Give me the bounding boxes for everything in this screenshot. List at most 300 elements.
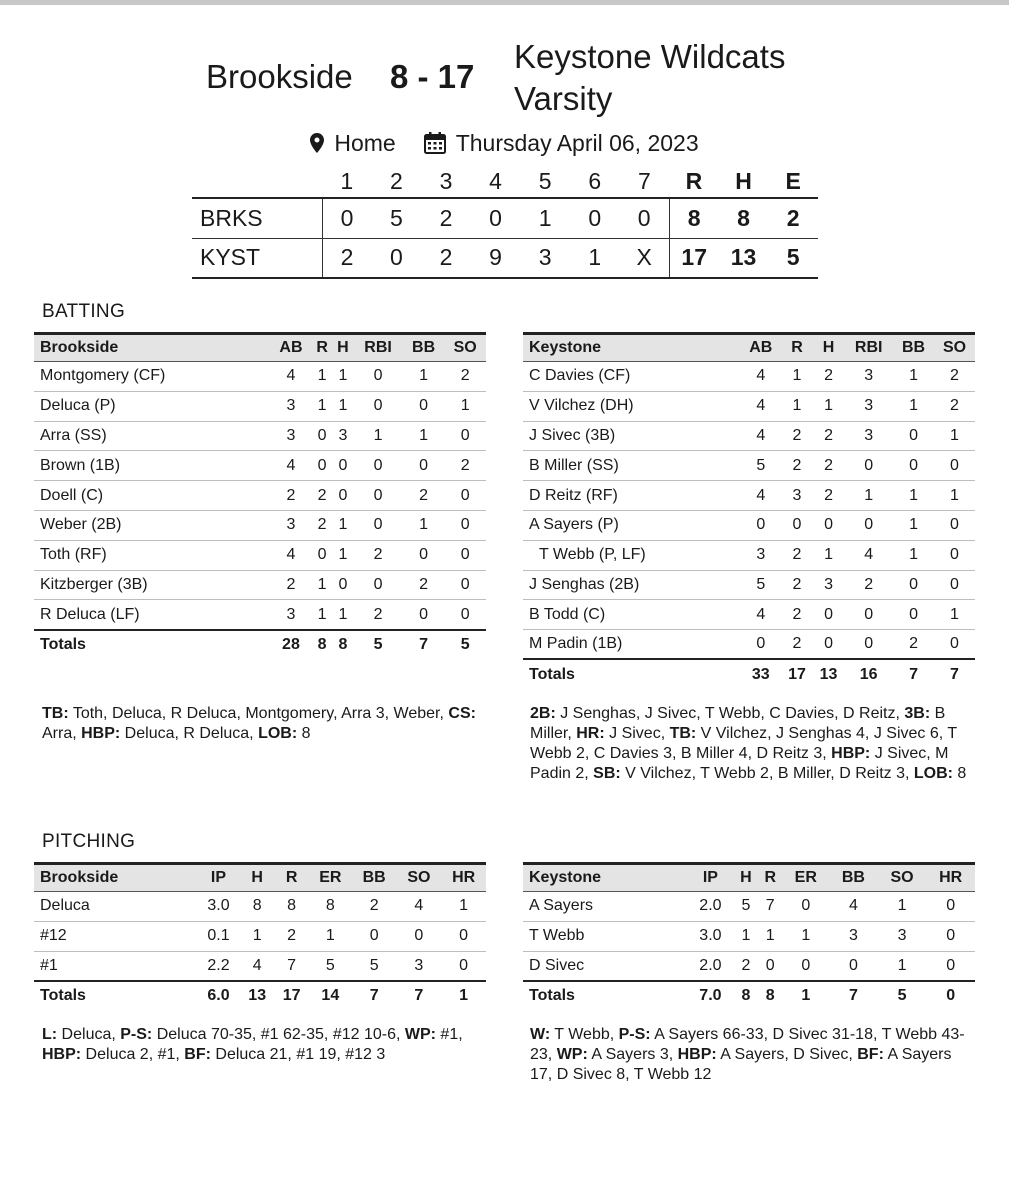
total-cell: 13 (240, 981, 274, 1011)
stat-cell: 7 (758, 892, 782, 922)
stat-cell: 1 (782, 921, 829, 951)
note-text: Deluca, (57, 1026, 121, 1043)
stat-cell: 3.0 (197, 892, 240, 922)
note-text: J Sivec, (604, 725, 670, 742)
player-row (34, 921, 486, 951)
stat-cell: 0 (419, 605, 429, 623)
player-row (34, 510, 486, 540)
stat-cell: 1 (893, 510, 934, 540)
stat-cell: 2.0 (699, 956, 722, 974)
note-text: Deluca 2, #1, (81, 1046, 185, 1063)
keystone-batting-notes (530, 704, 975, 784)
column-header: R (312, 334, 333, 362)
line-score-header (192, 166, 818, 198)
stat-cell: 3 (844, 421, 893, 451)
player-row (34, 951, 486, 981)
column-header: IP (197, 864, 240, 892)
stat-cell: 0 (844, 451, 893, 481)
stat-cell: 0 (353, 481, 403, 511)
stat-cell: 3 (781, 481, 813, 511)
player-row (523, 362, 975, 392)
brookside-pitching-notes (42, 1025, 497, 1065)
stat-cell: 1 (333, 362, 354, 392)
stat-cell: 0 (864, 635, 874, 653)
total-cell: 8 (758, 981, 782, 1011)
stat-cell: 0 (444, 481, 486, 511)
note-text: B Miller, (530, 705, 946, 742)
column-header: BB (403, 334, 445, 362)
player-row (34, 892, 486, 922)
total-cell: 28 (270, 630, 312, 660)
total-cell: 1 (782, 981, 829, 1011)
total-cell: 8 (734, 981, 758, 1011)
team-header: Keystone (523, 334, 740, 362)
stat-cell: 2 (781, 570, 813, 600)
stat-cell: 0 (353, 362, 403, 392)
note-label: TB: (42, 705, 69, 722)
player-row (34, 570, 486, 600)
player-name: M Padin (1B) (529, 635, 623, 653)
stat-cell: 4 (740, 481, 781, 511)
note-text: J Senghas, J Sivec, T Webb, C Davies, D Reitz, (555, 705, 905, 722)
team-header: Brookside (34, 864, 197, 892)
stat-cell: 1 (312, 391, 333, 421)
player-name: #1 (40, 956, 58, 974)
stat-cell: 0 (893, 451, 934, 481)
stat-cell: 0 (353, 510, 403, 540)
stat-cell: 0 (844, 600, 893, 630)
stat-cell: 2 (403, 481, 445, 511)
stat-cell: 2 (813, 481, 845, 511)
stat-cell: 1 (893, 391, 934, 421)
stat-cell: 0 (740, 510, 781, 540)
inning-score: 1 (570, 238, 620, 278)
brookside-batting-notes (42, 704, 497, 744)
total-cell: 0 (926, 981, 975, 1011)
player-row (523, 451, 975, 481)
player-row (523, 391, 975, 421)
stat-cell: 1 (813, 391, 845, 421)
total-cell: 8 (312, 630, 333, 660)
inning-6-header: 6 (588, 168, 602, 194)
total-runs: 17 (669, 238, 719, 278)
inning-7-header: 7 (637, 168, 651, 194)
stat-cell: 0 (950, 635, 959, 653)
stat-cell: 2 (844, 570, 893, 600)
total-cell: 14 (309, 981, 352, 1011)
inning-score: 0 (570, 198, 620, 238)
line-score-row-kyst (192, 238, 818, 278)
stat-cell: 0 (312, 421, 333, 451)
stat-cell: 5 (740, 570, 781, 600)
stat-cell: 2 (909, 635, 918, 653)
stat-cell: 4 (740, 391, 781, 421)
stat-cell: 1 (781, 391, 813, 421)
stat-cell: 3 (286, 605, 296, 623)
game-date: Thursday April 06, 2023 (455, 129, 699, 156)
stat-cell: 3 (414, 956, 424, 974)
player-row (523, 510, 975, 540)
stat-cell: 0 (459, 956, 469, 974)
home-team-name: Brookside (206, 58, 353, 95)
stat-cell: 0 (353, 570, 403, 600)
column-header: AB (740, 334, 781, 362)
stat-cell: 0 (312, 451, 333, 481)
stat-cell: 5 (369, 956, 379, 974)
inning-5-header: 5 (538, 168, 552, 194)
total-hits: 13 (719, 238, 769, 278)
stat-cell: 8 (309, 892, 352, 922)
player-row (34, 600, 486, 630)
column-header: H (813, 334, 845, 362)
column-header: BB (352, 864, 397, 892)
stat-cell: 2 (270, 570, 312, 600)
column-header: AB (270, 334, 312, 362)
note-label: BF: (184, 1046, 211, 1063)
stat-cell: 1 (333, 391, 354, 421)
stat-cell: 0 (926, 921, 975, 951)
note-label: LOB: (913, 765, 953, 782)
player-row (34, 540, 486, 570)
stat-cell: 1 (444, 391, 486, 421)
total-cell: 7 (352, 981, 397, 1011)
stat-cell: 0 (403, 540, 445, 570)
stat-cell: 2 (813, 421, 845, 451)
stat-cell: 2 (353, 540, 403, 570)
player-row (523, 921, 975, 951)
note-text: Deluca, R Deluca, (120, 725, 259, 742)
note-text: A Sayers 66-33, D Sivec 31-18, T Webb 43-23, (530, 1026, 965, 1063)
stat-cell: 0 (934, 540, 975, 570)
player-name: A Sayers (P) (523, 510, 740, 540)
stat-cell: 1 (312, 362, 333, 392)
stat-cell: 0 (844, 510, 893, 540)
stat-cell: 2 (934, 362, 975, 392)
stat-cell: 2 (813, 362, 845, 392)
stat-cell: 2 (312, 481, 333, 511)
player-row (523, 600, 975, 630)
stat-cell: 2 (352, 892, 397, 922)
stat-cell: 0 (403, 391, 445, 421)
stat-cell: 3 (844, 391, 893, 421)
totals-label: Totals (523, 659, 740, 689)
stat-cell: 1 (934, 600, 975, 630)
column-header: ER (309, 864, 352, 892)
player-row (34, 421, 486, 451)
away-team-name: Keystone Wildcats Varsity (514, 38, 786, 117)
stat-cell: 0 (813, 510, 845, 540)
totals-row (34, 981, 486, 1011)
table-header-row (523, 334, 975, 362)
stat-cell: 1 (758, 921, 782, 951)
stat-cell: 3 (813, 570, 845, 600)
team-abbr: BRKS (192, 198, 322, 238)
player-name: B Todd (C) (523, 600, 740, 630)
stat-cell: 0 (765, 956, 775, 974)
note-label: WP: (556, 1046, 588, 1063)
note-label: CS: (448, 705, 476, 722)
note-label: P-S: (618, 1026, 651, 1043)
note-label: L: (42, 1026, 58, 1043)
column-header: IP (687, 864, 734, 892)
inning-score: 3 (520, 238, 570, 278)
location-pin-icon (310, 133, 324, 153)
stat-cell: 0 (934, 570, 975, 600)
inning-1-header: 1 (340, 168, 354, 194)
stat-cell: 1 (893, 481, 934, 511)
top-divider (0, 0, 1009, 5)
inning-score: 5 (372, 198, 422, 238)
total-cell: 8 (333, 630, 354, 660)
brookside-batting-table (34, 332, 486, 659)
stat-cell: 0 (893, 421, 934, 451)
total-cell: 17 (781, 659, 813, 689)
stat-cell: 2 (781, 421, 813, 451)
stat-cell: 4 (397, 892, 442, 922)
stat-cell: 0 (312, 540, 333, 570)
total-cell: 7 (397, 981, 442, 1011)
total-cell: 16 (844, 659, 893, 689)
stat-cell: 4 (252, 956, 262, 974)
stat-cell: 2 (781, 540, 813, 570)
note-label: HBP: (42, 1046, 82, 1063)
total-cell: 5 (444, 630, 486, 660)
totals-row (34, 630, 486, 660)
inning-score: 9 (471, 238, 521, 278)
player-name: B Miller (SS) (523, 451, 740, 481)
player-row (523, 481, 975, 511)
stat-cell: 1 (240, 921, 274, 951)
total-errors: 2 (768, 198, 818, 238)
stat-cell: 1 (813, 540, 845, 570)
table-header-row (523, 864, 975, 892)
note-text: V Vilchez, T Webb 2, B Miller, D Reitz 3, (620, 765, 914, 782)
column-header: BB (893, 334, 934, 362)
stat-cell: 1 (878, 892, 927, 922)
stat-cell: 0 (934, 510, 975, 540)
game-location: Home (334, 129, 396, 156)
stat-cell: 0 (333, 481, 354, 511)
player-name: Doell (C) (34, 481, 270, 511)
note-text: A Sayers, D Sivec, (716, 1046, 858, 1063)
stat-cell: 2 (444, 362, 486, 392)
note-label: BF: (857, 1046, 884, 1063)
stat-cell: 0 (893, 570, 934, 600)
stat-cell: 1 (403, 362, 445, 392)
stat-cell: 0 (353, 391, 403, 421)
column-header: HR (441, 864, 486, 892)
inning-score: 0 (620, 198, 670, 238)
team-header: Keystone (523, 864, 687, 892)
runs-header: R (685, 168, 703, 194)
game-meta (0, 126, 1009, 160)
column-header: RBI (353, 334, 403, 362)
stat-cell: 0 (848, 956, 858, 974)
stat-cell: 4 (270, 362, 312, 392)
player-name: Toth (RF) (34, 540, 270, 570)
player-name: R Deluca (LF) (40, 605, 140, 623)
total-cell: 7 (893, 659, 934, 689)
inning-score: X (620, 238, 670, 278)
total-cell: 13 (813, 659, 845, 689)
stat-cell: 0 (460, 605, 470, 623)
column-header: SO (934, 334, 975, 362)
stat-cell: 3 (878, 921, 927, 951)
note-label: TB: (669, 725, 697, 742)
total-cell: 5 (353, 630, 403, 660)
stat-cell: 4 (740, 362, 781, 392)
stat-cell: 0 (756, 635, 766, 653)
team-abbr: KYST (192, 238, 322, 278)
stat-cell: 4 (740, 421, 781, 451)
player-name: Arra (SS) (34, 421, 270, 451)
stat-cell: 3 (333, 421, 354, 451)
line-score-table (192, 166, 818, 279)
total-cell: 6.0 (197, 981, 240, 1011)
stat-cell: 4 (844, 540, 893, 570)
stat-cell: 0 (801, 956, 811, 974)
column-header: H (240, 864, 274, 892)
totals-label: Totals (34, 981, 197, 1011)
note-label: SB: (593, 765, 621, 782)
player-name: V Vilchez (DH) (523, 391, 740, 421)
stat-cell: 3 (270, 391, 312, 421)
stat-cell: 1 (309, 921, 352, 951)
stat-cell: 3 (829, 921, 878, 951)
player-name: Deluca (34, 892, 197, 922)
stat-cell: 0 (403, 451, 445, 481)
stat-cell: 8 (240, 892, 274, 922)
stat-cell: 3 (270, 421, 312, 451)
player-row (34, 481, 486, 511)
table-header-row (34, 864, 486, 892)
inning-score: 2 (322, 238, 372, 278)
stat-cell: 0 (444, 510, 486, 540)
player-name: Weber (2B) (34, 510, 270, 540)
stat-cell: 1 (403, 421, 445, 451)
stat-cell: 0 (946, 956, 956, 974)
stat-cell: 2 (270, 481, 312, 511)
stat-cell: 2.2 (207, 956, 230, 974)
inning-score: 2 (421, 198, 471, 238)
inning-score: 0 (471, 198, 521, 238)
stat-cell: 1 (403, 510, 445, 540)
column-header: R (274, 864, 308, 892)
stat-cell: 2 (781, 451, 813, 481)
note-label: 3B: (904, 705, 931, 722)
stat-cell: 1 (934, 481, 975, 511)
calendar-icon (424, 132, 446, 154)
player-name: J Sivec (3B) (523, 421, 740, 451)
stat-cell: 0 (353, 451, 403, 481)
note-text: A Sayers 17, D Sivec 8, T Webb 12 (530, 1046, 952, 1083)
stat-cell: 3 (740, 540, 781, 570)
stat-cell: 7 (287, 956, 297, 974)
stat-cell: 1 (312, 570, 333, 600)
inning-score: 1 (520, 198, 570, 238)
stat-cell: 0 (926, 892, 975, 922)
stat-cell: 1 (893, 540, 934, 570)
stat-cell: 0 (444, 421, 486, 451)
stat-cell: 2 (403, 570, 445, 600)
stat-cell: 3 (844, 362, 893, 392)
player-name: #12 (34, 921, 197, 951)
stat-cell: 2.0 (687, 892, 734, 922)
stat-cell: 0 (352, 921, 397, 951)
keystone-pitching-table (523, 862, 975, 1011)
stat-cell: 2 (444, 451, 486, 481)
keystone-pitching-notes (530, 1025, 975, 1085)
hits-header: H (735, 168, 752, 194)
game-header (0, 36, 1009, 126)
column-header: R (758, 864, 782, 892)
player-row (523, 421, 975, 451)
stat-cell: 0 (782, 892, 829, 922)
player-row (523, 570, 975, 600)
total-cell: 7.0 (687, 981, 734, 1011)
stat-cell: 1 (934, 421, 975, 451)
player-name: Kitzberger (3B) (34, 570, 270, 600)
stat-cell: 3.0 (687, 921, 734, 951)
note-label: W: (530, 1026, 551, 1043)
stat-cell: 4 (270, 540, 312, 570)
note-label: HBP: (81, 725, 121, 742)
total-cell: 7 (403, 630, 445, 660)
stat-cell: 0.1 (197, 921, 240, 951)
note-text: Deluca 70-35, #1 62-35, #12 10-6, (152, 1026, 405, 1043)
column-header: H (333, 334, 354, 362)
stat-cell: 1 (893, 362, 934, 392)
note-label: HR: (576, 725, 605, 742)
column-header: HR (926, 864, 975, 892)
line-score-row-brks (192, 198, 818, 238)
player-name: J Senghas (2B) (523, 570, 740, 600)
player-row (34, 391, 486, 421)
stat-cell: 0 (781, 510, 813, 540)
note-label: HBP: (677, 1046, 717, 1063)
stat-cell: 1 (317, 605, 327, 623)
final-score: 8 - 17 (390, 58, 475, 95)
stat-cell: 0 (397, 921, 442, 951)
batting-section-title: BATTING (42, 301, 126, 322)
note-text: V Vilchez, J Senghas 4, J Sivec 6, T Webb 2, C Davies 3, B Miller 4, D Reitz 3, (530, 725, 957, 762)
stat-cell: 5 (740, 451, 781, 481)
stat-cell: 1 (781, 362, 813, 392)
note-text: Deluca 21, #1 19, #12 3 (210, 1046, 386, 1063)
column-header: SO (878, 864, 927, 892)
stat-cell: 5 (325, 956, 335, 974)
stat-cell: 0 (441, 921, 486, 951)
inning-2-header: 2 (389, 168, 403, 194)
player-name: C Davies (CF) (523, 362, 740, 392)
note-label: WP: (404, 1026, 436, 1043)
stat-cell: 0 (813, 600, 845, 630)
stat-cell: 4 (829, 892, 878, 922)
player-row (34, 451, 486, 481)
stat-cell: 2 (792, 635, 802, 653)
total-cell: 1 (441, 981, 486, 1011)
player-row (523, 540, 975, 570)
stat-cell: 8 (274, 892, 308, 922)
note-text: 8 (952, 765, 967, 782)
inning-score: 2 (421, 238, 471, 278)
player-name: D Reitz (RF) (523, 481, 740, 511)
stat-cell: 2 (934, 391, 975, 421)
note-label: HBP: (831, 745, 871, 762)
stat-cell: 1 (844, 481, 893, 511)
player-row (523, 951, 975, 981)
column-header: SO (397, 864, 442, 892)
